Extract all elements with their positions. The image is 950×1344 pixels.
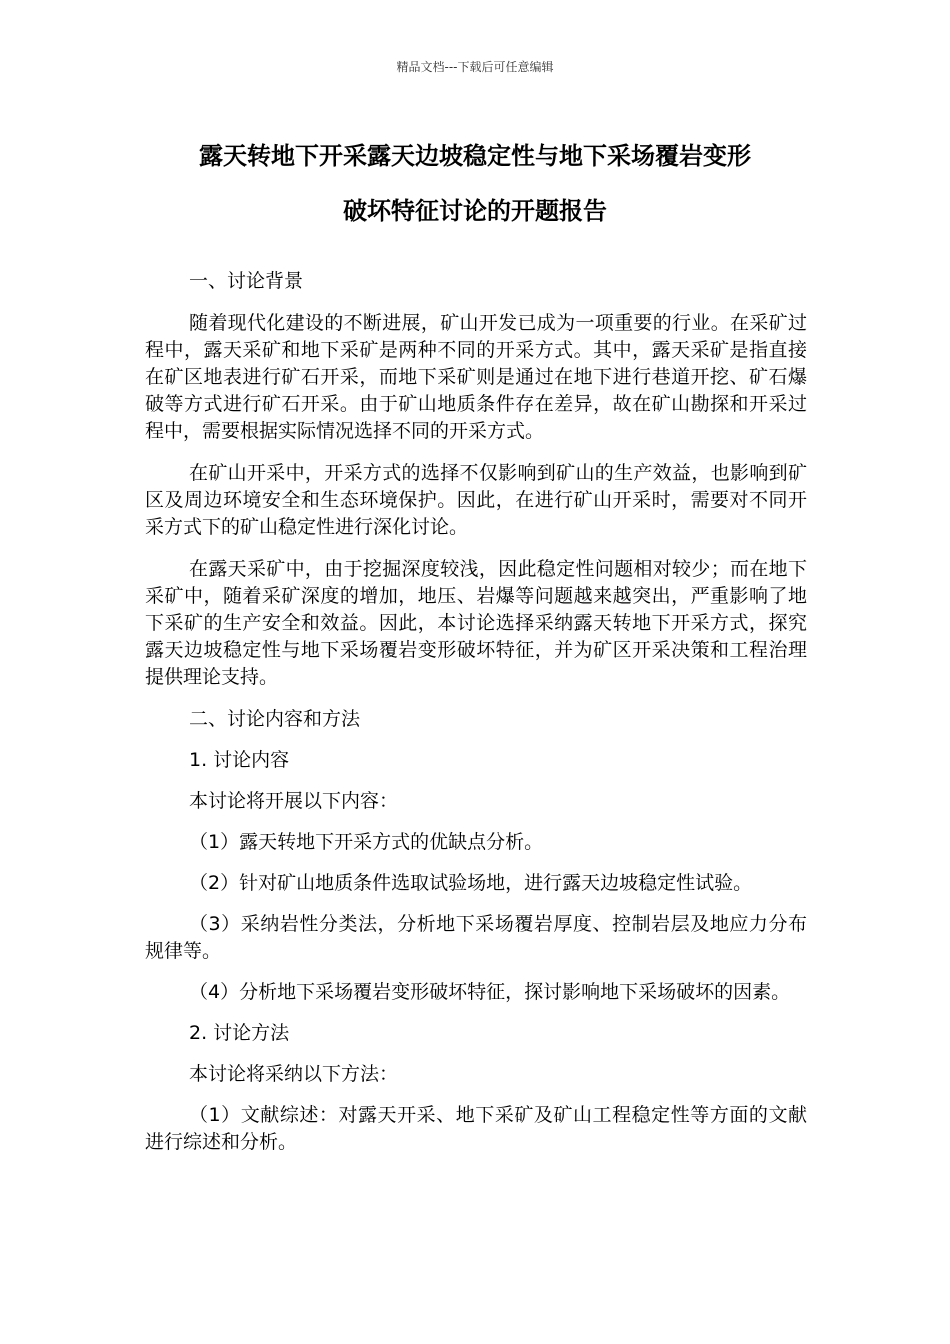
paragraph-background-1: 随着现代化建设的不断进展，矿山开发已成为一项重要的行业。在采矿过程中，露天采矿和地下采矿是两种不同的开采方式。其中，露天采矿是指直接在矿区地表进行矿石开采，而地下采矿则是通过在地下进行巷道开挖、矿石爆破等方式进行矿石开采。由于矿山地质条件存在差异，故在矿山勘探和开采过程中，需要根据实际情况选择不同的开采方式。	[145, 312, 807, 442]
subheading-content: 1. 讨论内容	[189, 749, 290, 771]
content-list-item: （4）分析地下采场覆岩变形破坏特征，探讨影响地下采场破坏的因素。	[189, 981, 791, 1003]
content-list-item: （3）采纳岩性分类法，分析地下采场覆岩厚度、控制岩层及地应力分布规律等。	[145, 913, 807, 962]
paragraph-background-2: 在矿山开采中，开采方式的选择不仅影响到矿山的生产效益，也影响到矿区及周边环境安全和生态环境保护。因此，在进行矿山开采时，需要对不同开采方式下的矿山稳定性进行深化讨论。	[145, 462, 807, 538]
document-body	[145, 268, 807, 1156]
document-title-line-1: 露天转地下开采露天边坡稳定性与地下采场覆岩变形	[199, 142, 751, 170]
method-intro: 本讨论将采纳以下方法：	[189, 1063, 399, 1085]
content-list-item: （2）针对矿山地质条件选取试验场地，进行露天边坡稳定性试验。	[189, 872, 753, 894]
page-header-note: 精品文档---下载后可任意编辑	[396, 60, 554, 74]
content-list-item: （1）露天转地下开采方式的优缺点分析。	[189, 831, 544, 853]
section-heading-background: 一、讨论背景	[189, 270, 304, 292]
document-title-line-2: 破坏特征讨论的开题报告	[343, 197, 607, 225]
content-intro: 本讨论将开展以下内容：	[189, 790, 399, 812]
paragraph-background-3: 在露天采矿中，由于挖掘深度较浅，因此稳定性问题相对较少；而在地下采矿中，随着采矿深度的增加，地压、岩爆等问题越来越突出，严重影响了地下采矿的生产安全和效益。因此，本讨论选择采纳露天转地下开采方式，探究露天边坡稳定性与地下采场覆岩变形破坏特征，并为矿区开采决策和工程治理提供理论支持。	[145, 558, 807, 688]
method-list-item: （1）文献综述：对露天开采、地下采矿及矿山工程稳定性等方面的文献进行综述和分析。	[145, 1104, 807, 1153]
section-heading-content-method: 二、讨论内容和方法	[189, 708, 361, 730]
subheading-method: 2. 讨论方法	[189, 1022, 290, 1044]
